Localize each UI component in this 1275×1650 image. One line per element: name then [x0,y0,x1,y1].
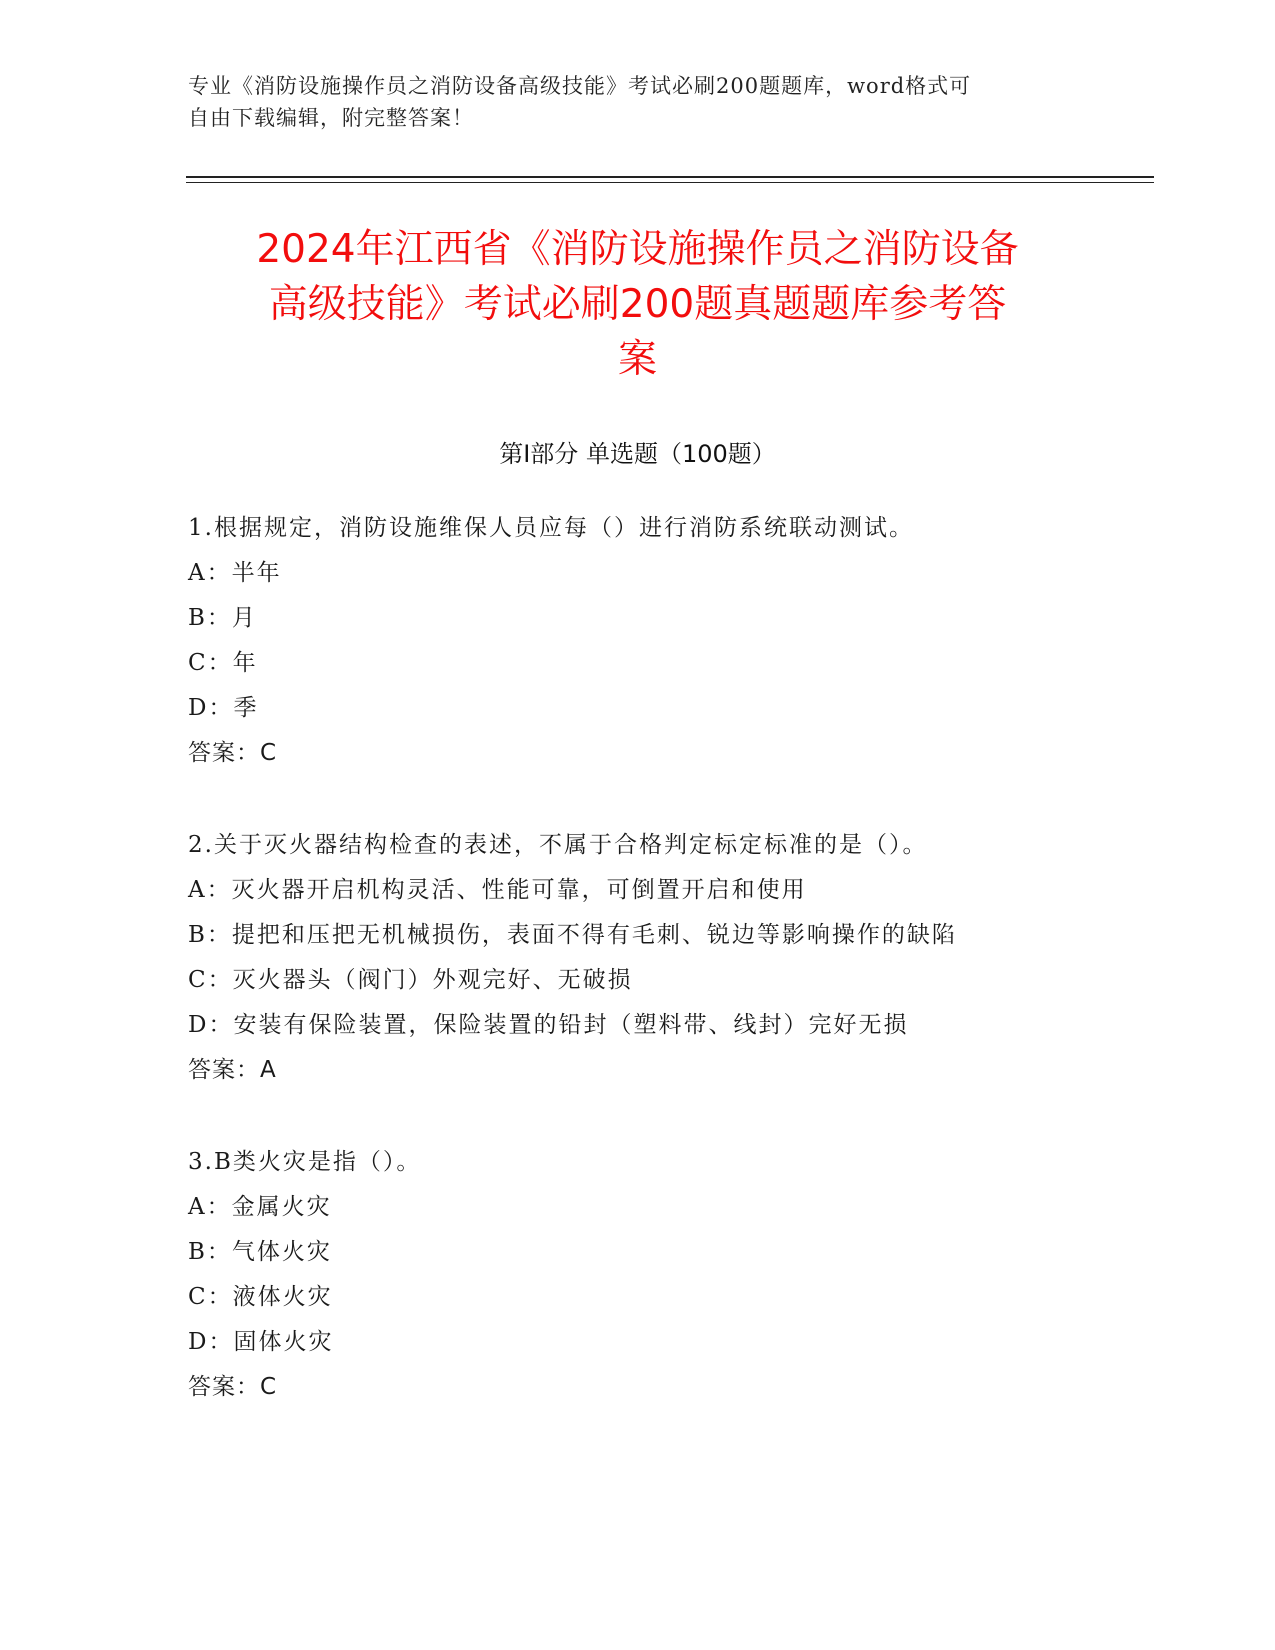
question-option-d: D：安装有保险装置，保险装置的铅封（塑料带、线封）完好无损 [188,1012,909,1038]
question-option-b: B：月 [188,605,257,631]
header-note [188,70,1068,134]
header-note-line-1: 专业《消防设施操作员之消防设备高级技能》考试必刷200题题库，word格式可 [188,74,972,98]
header-rule-thick [186,176,1154,178]
question-option-b: B：提把和压把无机械损伤，表面不得有毛刺、锐边等影响操作的缺陷 [188,922,957,948]
question-option-d: D：固体火灾 [188,1329,334,1355]
question-option-a: A：半年 [188,560,282,586]
question-stem: 3.B类火灾是指（）。 [188,1149,422,1175]
document-title-line-3: 案 [617,337,657,382]
question-option-d: D：季 [188,695,259,721]
header-note-line-2: 自由下载编辑，附完整答案！ [188,106,474,130]
question-option-c: C：灭火器头（阀门）外观完好、无破损 [188,967,633,993]
question-answer: 答案：A [188,1057,277,1083]
question-option-b: B：气体火灾 [188,1239,332,1265]
document-title [180,222,1095,387]
question-option-a: A：金属火灾 [188,1194,332,1220]
question-option-c: C：年 [188,650,258,676]
question-stem: 2.关于灭火器结构检查的表述，不属于合格判定标定标准的是（）。 [188,832,928,858]
question-3 [188,1140,1108,1410]
question-1 [188,506,1108,776]
question-option-c: C：液体火灾 [188,1284,333,1310]
question-option-a: A：灭火器开启机构灵活、性能可靠，可倒置开启和使用 [188,877,807,903]
document-title-line-2: 高级技能》考试必刷200题真题题库参考答 [268,282,1007,327]
section-title: 第I部分 单选题（100题） [499,440,776,468]
question-answer: 答案：C [188,740,278,766]
document-title-line-1: 2024年江西省《消防设施操作员之消防设备 [256,227,1019,272]
question-answer: 答案：C [188,1374,278,1400]
question-stem: 1.根据规定，消防设施维保人员应每（）进行消防系统联动测试。 [188,515,914,541]
header-rule-thin [186,182,1154,183]
question-2 [188,823,1108,1093]
